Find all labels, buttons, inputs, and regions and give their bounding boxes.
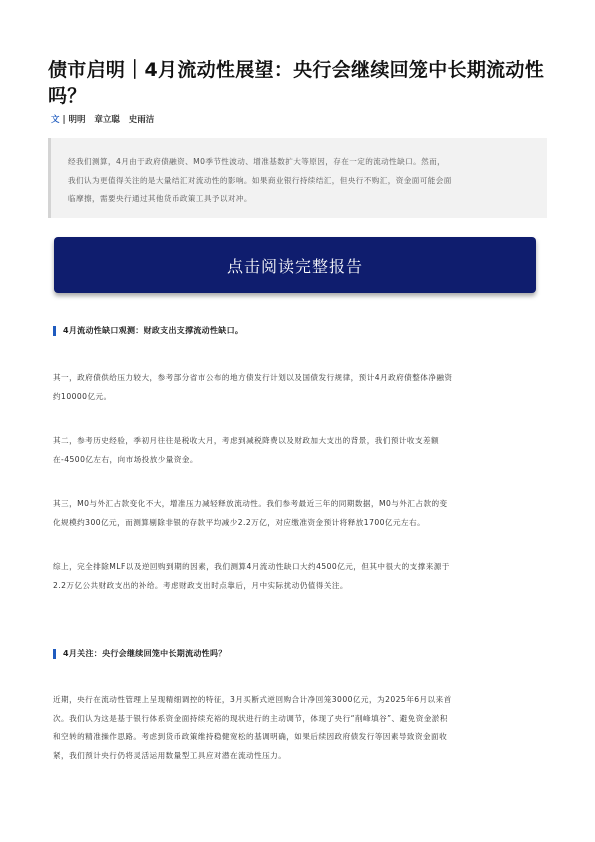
byline-authors: | 明明 章立聪 史雨洁 bbox=[62, 115, 155, 125]
paragraph-line: 约10000亿元。 bbox=[53, 391, 112, 401]
paragraph bbox=[53, 691, 543, 765]
paragraph bbox=[53, 495, 543, 532]
article-title bbox=[48, 57, 548, 109]
paragraph-line: 其二，参考历史经验，季初月往往是税收大月，考虑到减税降费以及财政加大支出的背景，我们预计收支差额 bbox=[53, 436, 440, 445]
paragraph-line: 综上，完全排除MLF以及逆回购到期的因素，我们测算4月流动性缺口大约4500亿元，但其中很大的支撑来源于 bbox=[53, 562, 450, 571]
byline-prefix: 文 bbox=[51, 115, 60, 125]
byline bbox=[51, 113, 154, 125]
section-heading-liquidity-gap: 4月流动性缺口观测：财政支出支撑流动性缺口。 bbox=[53, 326, 243, 336]
paragraph-line: 近期，央行在流动性管理上呈现精细调控的特征，3月买断式逆回购合计净回笼3000亿元，为2025年6月以来首 bbox=[53, 695, 452, 704]
paragraph-line: 紧，我们预计央行仍将灵活运用数量型工具应对潜在流动性压力。 bbox=[53, 750, 287, 760]
read-full-report-button[interactable] bbox=[54, 237, 536, 293]
summary-line: 我们认为更值得关注的是大量结汇对流动性的影响。如果商业银行持续结汇，但央行不购汇，资金面可能会面 bbox=[68, 175, 452, 185]
paragraph bbox=[53, 432, 543, 469]
paragraph-line: 在-4500亿左右，向市场投放少量资金。 bbox=[53, 454, 198, 464]
paragraph-line: 次。我们认为这是基于银行体系资金面持续充裕的现状进行的主动调节，体现了央行“削峰填谷”、避免资金淤积 bbox=[53, 713, 448, 723]
summary-box bbox=[48, 138, 547, 218]
summary-line: 临摩擦，需要央行通过其他货币政策工具予以对冲。 bbox=[68, 194, 252, 203]
paragraph-line: 2.2万亿公共财政支出的补给。考虑财政支出时点靠后，月中实际扰动仍值得关注。 bbox=[53, 580, 348, 590]
paragraph-line: 其一，政府债供给压力较大，参考部分省市公布的地方债发行计划以及国债发行规律，预计4月政府债整体净融资 bbox=[53, 373, 453, 382]
paragraph bbox=[53, 369, 543, 406]
read-full-report-label: 点击阅读完整报告 bbox=[226, 256, 363, 276]
title-line-2: 吗？ bbox=[48, 85, 87, 107]
title-line-1: 债市启明｜4月流动性展望：央行会继续回笼中长期流动性 bbox=[48, 59, 545, 81]
section-heading-pboc-outlook: 4月关注：央行会继续回笼中长期流动性吗？ bbox=[53, 649, 227, 659]
paragraph-line: 化规模约300亿元，而测算剔除非银的存款平均减少2.2万亿，对应缴准资金预计将释放1700亿元左右。 bbox=[53, 517, 426, 527]
paragraph-line: 其三，M0与外汇占款变化不大，增准压力减轻释放流动性。我们参考最近三年的同期数据，M0与外汇占款的变 bbox=[53, 499, 448, 508]
paragraph-line: 和空转的精准操作思路。考虑到货币政策维持稳健宽松的基调明确，如果后续因政府债发行等因素导致资金面收 bbox=[53, 732, 448, 741]
summary-line: 经我们测算，4月由于政府债融资、M0季节性波动、增准基数扩大等原因，存在一定的流动性缺口。然而， bbox=[68, 157, 446, 166]
paragraph bbox=[53, 558, 543, 595]
